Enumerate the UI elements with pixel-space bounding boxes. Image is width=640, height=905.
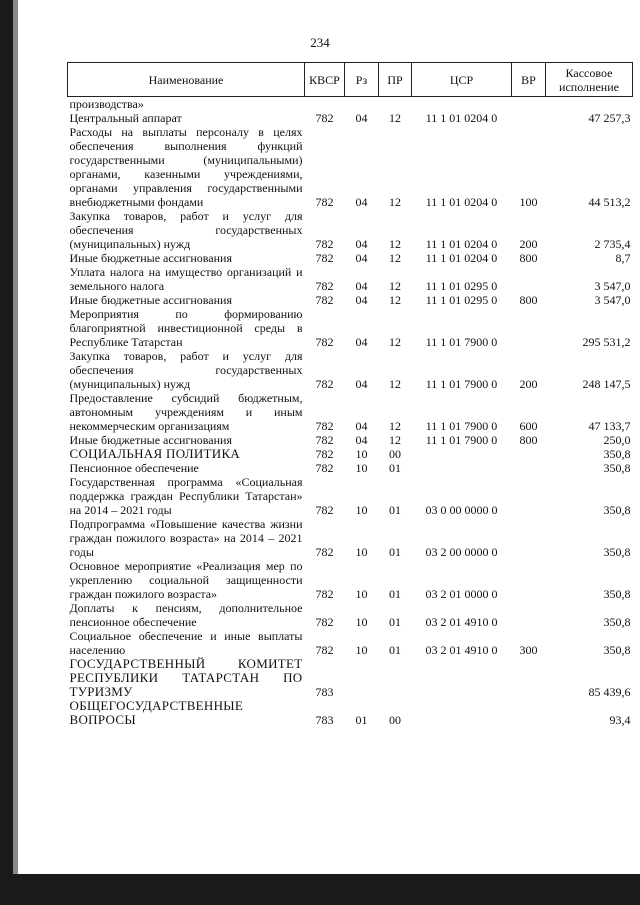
cell-amount: 47 257,3 <box>588 111 631 125</box>
cell-name: Иные бюджетные ассигнования <box>69 433 232 447</box>
cell-pr: 12 <box>389 335 401 349</box>
cell-vr <box>512 447 546 461</box>
table-row <box>68 559 633 601</box>
table-row <box>68 601 633 629</box>
cell-csr <box>412 97 512 112</box>
table-row <box>68 307 633 349</box>
cell-vr: 800 <box>519 251 538 265</box>
budget-table <box>67 62 633 727</box>
cell-amount <box>546 97 633 112</box>
cell-name: Закупка товаров, работ и услуг для обеспечения государственных (муниципальных) нужд <box>69 349 303 391</box>
cell-amount: 350,8 <box>603 503 631 517</box>
cell-name: Социальное обеспечение и иные выплаты населению <box>69 629 303 657</box>
cell-name: Уплата налога на имущество организаций и земельного налога <box>69 265 303 293</box>
cell-kvsr: 782 <box>315 377 334 391</box>
header-name: Наименование <box>68 63 305 97</box>
cell-csr: 03 2 01 4910 0 <box>425 643 498 657</box>
cell-rz: 10 <box>355 461 368 475</box>
cell-name: Центральный аппарат <box>69 111 182 125</box>
table-row <box>68 293 633 307</box>
cell-amount: 2 735,4 <box>594 237 631 251</box>
cell-vr <box>512 307 546 349</box>
cell-kvsr <box>305 97 345 112</box>
cell-kvsr: 782 <box>315 643 334 657</box>
cell-name: ОБЩЕГОСУДАРСТВЕННЫЕ ВОПРОСЫ <box>69 698 244 727</box>
table-row <box>68 349 633 391</box>
cell-rz: 01 <box>355 713 368 727</box>
cell-csr: 03 2 01 4910 0 <box>425 615 498 629</box>
cell-kvsr: 782 <box>315 587 334 601</box>
cell-kvsr: 782 <box>315 251 334 265</box>
cell-csr: 11 1 01 0295 0 <box>425 279 498 293</box>
cell-vr: 200 <box>519 377 538 391</box>
cell-kvsr: 782 <box>315 237 334 251</box>
cell-csr <box>412 461 512 475</box>
cell-amount: 8,7 <box>615 251 631 265</box>
cell-pr: 01 <box>389 643 401 657</box>
cell-vr <box>512 461 546 475</box>
cell-kvsr: 782 <box>315 195 334 209</box>
table-row <box>68 475 633 517</box>
cell-vr <box>512 475 546 517</box>
cell-name: Закупка товаров, работ и услуг для обеспечения государственных (муниципальных) нужд <box>69 209 303 251</box>
cell-amount: 350,8 <box>603 461 631 475</box>
header-amount: Кассовое исполнение <box>546 63 633 97</box>
cell-name: ГОСУДАРСТВЕННЫЙ КОМИТЕТ РЕСПУБЛИКИ ТАТАРСТАН ПО ТУРИЗМУ <box>69 656 303 699</box>
cell-rz <box>345 657 379 699</box>
cell-pr: 12 <box>389 237 401 251</box>
cell-vr: 600 <box>519 419 538 433</box>
cell-amount: 350,8 <box>603 643 631 657</box>
table-row <box>68 265 633 293</box>
cell-pr: 12 <box>389 195 401 209</box>
table-row <box>68 251 633 265</box>
cell-name: Основное мероприятие «Реализация мер по укреплению социальной защищенности граждан пожилого возраста» <box>69 559 303 601</box>
table-row <box>68 447 633 461</box>
table-row <box>68 461 633 475</box>
cell-pr: 12 <box>389 111 401 125</box>
table-row <box>68 629 633 657</box>
cell-pr: 01 <box>389 461 401 475</box>
cell-amount: 250,0 <box>603 433 631 447</box>
cell-vr: 800 <box>519 433 538 447</box>
header-csr: ЦСР <box>412 63 512 97</box>
cell-amount: 47 133,7 <box>588 419 631 433</box>
table-row <box>68 111 633 125</box>
cell-rz: 04 <box>355 251 368 265</box>
table-header <box>68 63 633 97</box>
cell-csr <box>412 657 512 699</box>
cell-kvsr: 782 <box>315 419 334 433</box>
cell-rz: 04 <box>355 433 368 447</box>
cell-csr: 11 1 01 0204 0 <box>425 237 498 251</box>
cell-rz: 10 <box>355 587 368 601</box>
cell-csr: 11 1 01 7900 0 <box>425 335 498 349</box>
cell-pr: 12 <box>389 279 401 293</box>
cell-rz: 10 <box>355 503 368 517</box>
cell-csr: 11 1 01 0204 0 <box>425 195 498 209</box>
cell-name: Предоставление субсидий бюджетным, автономным учреждениям и иным некоммерческим организациям <box>69 391 303 433</box>
cell-kvsr: 782 <box>315 335 334 349</box>
cell-pr: 12 <box>389 433 401 447</box>
cell-amount: 350,8 <box>603 587 631 601</box>
cell-vr: 200 <box>519 237 538 251</box>
cell-kvsr: 782 <box>315 279 334 293</box>
cell-name: Иные бюджетные ассигнования <box>69 293 232 307</box>
cell-amount: 350,8 <box>603 447 631 461</box>
cell-pr: 00 <box>389 713 401 727</box>
cell-pr: 01 <box>389 503 401 517</box>
cell-name: производства» <box>69 97 144 111</box>
cell-amount: 44 513,2 <box>588 195 631 209</box>
cell-pr: 12 <box>389 377 401 391</box>
header-pr: ПР <box>379 63 412 97</box>
cell-kvsr: 782 <box>315 293 334 307</box>
cell-name: Пенсионное обеспечение <box>69 461 199 475</box>
cell-vr: 300 <box>519 643 538 657</box>
cell-csr: 03 2 01 0000 0 <box>425 587 498 601</box>
cell-vr <box>512 97 546 112</box>
cell-pr: 01 <box>389 545 401 559</box>
cell-kvsr: 782 <box>315 447 334 461</box>
cell-kvsr: 783 <box>315 685 334 699</box>
cell-rz: 10 <box>355 643 368 657</box>
cell-rz: 04 <box>355 335 368 349</box>
cell-name: Расходы на выплаты персоналу в целях обеспечения выполнения функций государственными (муниципальными) органами, казенными учреждениями, органами управления государственными внебюджетными фондами <box>69 125 303 209</box>
cell-amount: 295 531,2 <box>582 335 631 349</box>
cell-csr <box>412 699 512 727</box>
table-row <box>68 125 633 209</box>
cell-csr: 03 0 00 0000 0 <box>425 503 498 517</box>
cell-vr: 100 <box>519 195 538 209</box>
cell-pr <box>379 97 412 112</box>
cell-csr <box>412 447 512 461</box>
table-row <box>68 209 633 251</box>
cell-pr: 01 <box>389 615 401 629</box>
cell-amount: 350,8 <box>603 615 631 629</box>
cell-vr: 800 <box>519 293 538 307</box>
cell-vr <box>512 601 546 629</box>
table-row <box>68 97 633 112</box>
cell-csr: 11 1 01 0204 0 <box>425 111 498 125</box>
cell-rz: 10 <box>355 545 368 559</box>
table-body <box>68 97 633 728</box>
scan-bottom-edge <box>0 874 640 905</box>
header-vr: ВР <box>512 63 546 97</box>
cell-rz: 10 <box>355 447 368 461</box>
cell-csr: 11 1 01 0204 0 <box>425 251 498 265</box>
header-kvsr: КВСР <box>305 63 345 97</box>
cell-amount: 350,8 <box>603 545 631 559</box>
cell-kvsr: 782 <box>315 433 334 447</box>
cell-rz <box>345 97 379 112</box>
cell-name: Подпрограмма «Повышение качества жизни граждан пожилого возраста» на 2014 – 2021 годы <box>69 517 303 559</box>
cell-vr <box>512 699 546 727</box>
cell-amount: 3 547,0 <box>594 279 631 293</box>
cell-rz: 10 <box>355 615 368 629</box>
cell-amount: 85 439,6 <box>588 685 631 699</box>
cell-rz: 04 <box>355 195 368 209</box>
cell-name: Государственная программа «Социальная поддержка граждан Республики Татарстан» на 2014 – 2021 годы <box>69 475 303 517</box>
cell-vr <box>512 657 546 699</box>
cell-csr: 11 1 01 0295 0 <box>425 293 498 307</box>
scan-left-edge <box>0 0 13 905</box>
cell-vr <box>512 517 546 559</box>
cell-pr <box>379 657 412 699</box>
cell-amount: 248 147,5 <box>582 377 631 391</box>
cell-name: Доплаты к пенсиям, дополнительное пенсионное обеспечение <box>69 601 303 629</box>
cell-amount: 3 547,0 <box>594 293 631 307</box>
cell-csr: 03 2 00 0000 0 <box>425 545 498 559</box>
cell-rz: 04 <box>355 111 368 125</box>
cell-pr: 12 <box>389 293 401 307</box>
cell-vr <box>512 265 546 293</box>
cell-vr <box>512 111 546 125</box>
cell-name: Мероприятия по формированию благоприятной инвестиционной среды в Республике Татарстан <box>69 307 303 349</box>
cell-name: СОЦИАЛЬНАЯ ПОЛИТИКА <box>69 446 241 461</box>
cell-rz: 04 <box>355 293 368 307</box>
cell-pr: 12 <box>389 419 401 433</box>
table-row <box>68 433 633 447</box>
cell-pr: 12 <box>389 251 401 265</box>
table-row <box>68 391 633 433</box>
cell-csr: 11 1 01 7900 0 <box>425 433 498 447</box>
cell-rz: 04 <box>355 237 368 251</box>
cell-vr <box>512 559 546 601</box>
cell-rz: 04 <box>355 419 368 433</box>
cell-name: Иные бюджетные ассигнования <box>69 251 232 265</box>
cell-csr: 11 1 01 7900 0 <box>425 419 498 433</box>
cell-kvsr: 782 <box>315 545 334 559</box>
cell-pr: 01 <box>389 587 401 601</box>
page-number: 234 <box>310 35 330 50</box>
table-row <box>68 657 633 699</box>
table-row <box>68 517 633 559</box>
scan-left-edge-shadow <box>13 0 18 905</box>
cell-csr: 11 1 01 7900 0 <box>425 377 498 391</box>
cell-amount: 93,4 <box>609 713 631 727</box>
cell-pr: 00 <box>389 447 401 461</box>
cell-kvsr: 783 <box>315 713 334 727</box>
cell-kvsr: 782 <box>315 461 334 475</box>
cell-kvsr: 782 <box>315 615 334 629</box>
table-row <box>68 699 633 727</box>
cell-kvsr: 782 <box>315 111 334 125</box>
header-rz: Рз <box>345 63 379 97</box>
cell-rz: 04 <box>355 279 368 293</box>
cell-rz: 04 <box>355 377 368 391</box>
cell-kvsr: 782 <box>315 503 334 517</box>
